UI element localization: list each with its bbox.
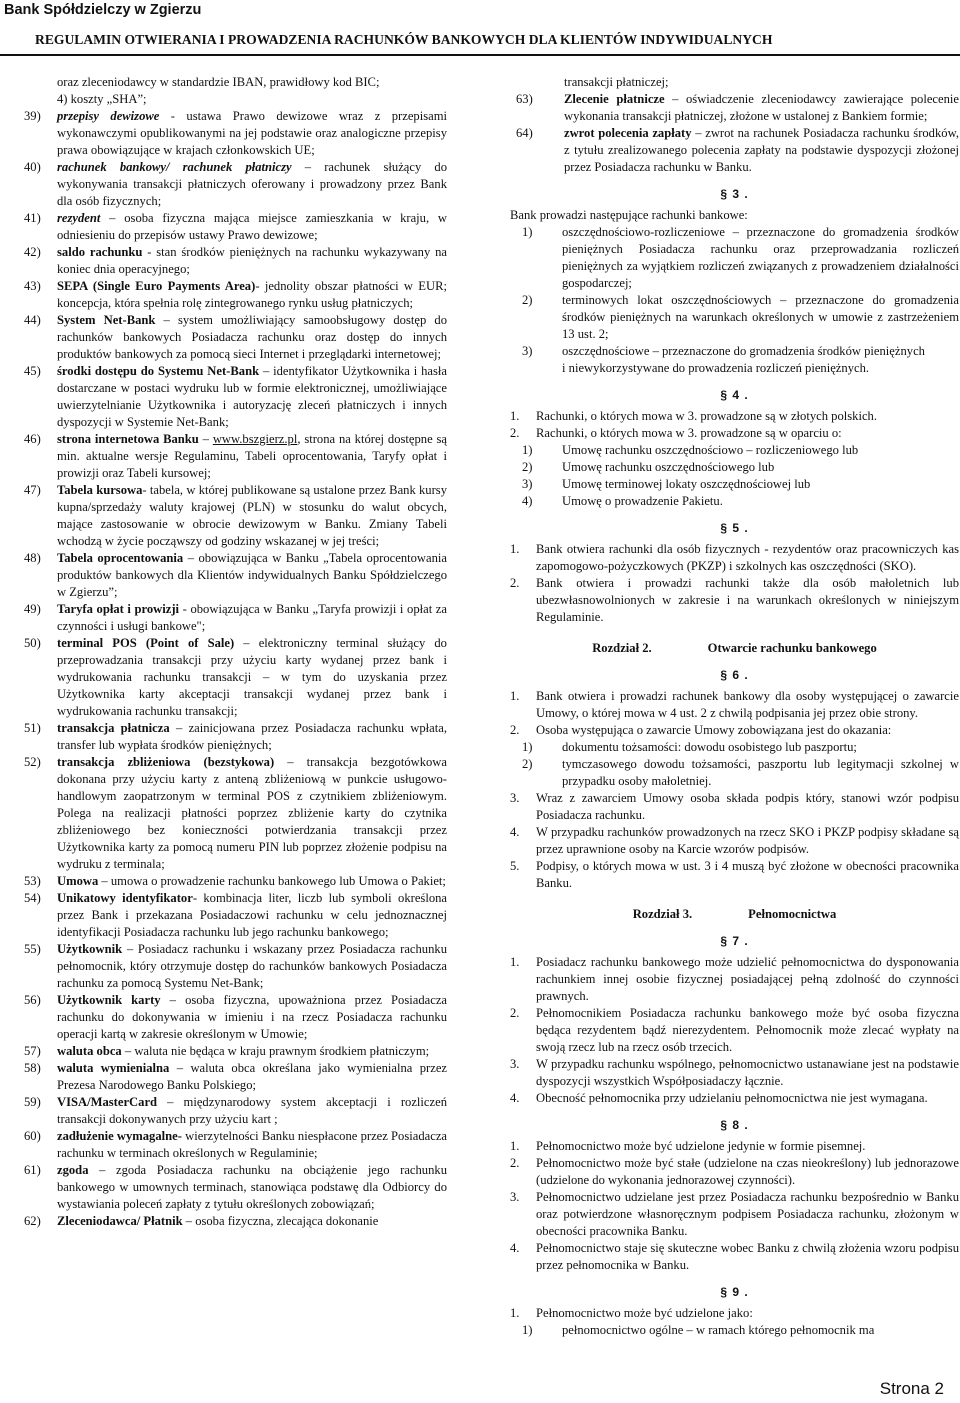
section-3-item-2 — [510, 292, 959, 343]
item-number: 63) — [516, 92, 533, 106]
item-number: 2. — [510, 1156, 520, 1170]
bank-website-link[interactable]: www.bszgierz.pl — [212, 432, 298, 446]
section-heading-5: § 5 . — [720, 521, 749, 535]
definition-term: środki dostępu do Systemu Net-Bank — [57, 364, 260, 378]
definition-text: , strona na której dostępne są min. aktualne wersje Regulaminu, Tabeli oprocentowania, Taryfy opłat i prowizji oraz Tabeli kursowej; — [57, 432, 448, 480]
definition-term: waluta wymienialna — [57, 1061, 170, 1075]
item-text: Pełnomocnictwo udzielane jest przez Posiadacza rachunku bezpośrednio w Banku oraz potwierdzone własnoręcznym podpisem Posiadacza rachunku, złożonym w obecności pracownika Banku. — [536, 1190, 959, 1238]
section-4-subitem-4 — [510, 493, 959, 510]
section-3-intro: Bank prowadzi następujące rachunki bankowe: — [510, 208, 748, 222]
definition-64 — [510, 125, 959, 176]
definition-50 — [24, 635, 447, 720]
item-number: 59) — [24, 1095, 41, 1109]
definition-43 — [24, 278, 447, 312]
definition-term: Tabela oprocentowania — [57, 551, 184, 565]
section-6-item-5 — [510, 858, 959, 892]
definition-term: zwrot polecenia zapłaty — [564, 126, 692, 140]
definition-term: zgoda — [57, 1163, 89, 1177]
item-text: Umowę o prowadzenie Pakietu. — [562, 494, 723, 508]
item-number: 5. — [510, 859, 520, 873]
section-6-subitem-2 — [510, 756, 959, 790]
definition-63 — [510, 91, 959, 125]
definition-text: – zwrot na rachunek Posiadacza rachunku środków, z tytułu zrealizowanego polecenia zapłaty na podstawie dyspozycji złożonej przez Posiadacza rachunku w Banku. — [564, 126, 959, 174]
item-text: pełnomocnictwo ogólne – w ramach którego pełnomocnik ma — [562, 1323, 875, 1337]
item-number: 3. — [510, 791, 520, 805]
definition-45 — [24, 363, 447, 431]
definition-term: Zlecenie płatnicze — [564, 92, 665, 106]
item-text: oszczędnościowe – przeznaczone do gromadzenia środków pieniężnych — [562, 344, 925, 358]
item-number: 1) — [522, 1323, 533, 1337]
section-6-item-4 — [510, 824, 959, 858]
definition-term: Użytkownik — [57, 942, 123, 956]
item-text: W przypadku rachunku wspólnego, pełnomocnictwo ustanawiane jest na podstawie dyspozycji wszystkich Współposiadaczy łącznie. — [536, 1057, 959, 1088]
item-number: 58) — [24, 1061, 41, 1075]
definition-text: - jednolity obszar płatności w EUR; koncepcja, która spełnia rolę zintegrowanego rynku usług płatniczych; — [57, 279, 447, 310]
section-heading-7: § 7 . — [720, 934, 749, 948]
section-heading-3: § 3 . — [720, 187, 749, 201]
definition-42 — [24, 244, 447, 278]
section-7-item-4 — [510, 1090, 959, 1107]
item-number: 42) — [24, 245, 41, 259]
item-number: 52) — [24, 755, 41, 769]
section-9-item-1 — [510, 1305, 959, 1322]
definition-term: zadłużenie wymagalne- — [57, 1129, 182, 1143]
definition-text: – zgoda Posiadacza rachunku na obciążenie jego rachunku bankowego w umownych terminach, stanowiąca podstawę dla Odbiorcy do wystawiania poleceń zapłaty z tytułu określonych zobowiązań; — [57, 1163, 447, 1211]
definition-56 — [24, 992, 447, 1043]
definition-text: – osoba fizyczna, upoważniona przez Posiadacza rachunku do dokonywania w imieniu i na rzecz Posiadacza rachunku operacji kartą w zakresie określonym w Umowie; — [57, 993, 447, 1041]
item-text: Pełnomocnictwo może być udzielone jedynie w formie pisemnej. — [536, 1139, 866, 1153]
definition-41 — [24, 210, 447, 244]
definition-text: – elektroniczny terminal służący do przeprowadzania transakcji przy użyciu karty wydanej przez bank i wydrukowania rachunku transakcji – w tym do uzyskania przez Użytkownika karty akceptacji transakcji wydanej przez bank i wydrukowania rachunku transakcji; — [57, 636, 447, 718]
section-heading-9: § 9 . — [720, 1285, 749, 1299]
definition-52 — [24, 754, 447, 873]
item-number: 2. — [510, 723, 520, 737]
item-text: Obecność pełnomocnika przy udzielaniu pełnomocnictwa nie jest wymagana. — [536, 1091, 928, 1105]
definition-47 — [24, 482, 447, 550]
definition-term: waluta obca — [57, 1044, 122, 1058]
definition-text: – system umożliwiający samoobsługowy dostęp do rachunków bankowych Posiadacza rachunku oraz dostęp do innych produktów bankowych za pomocą sieci Internet i przeglądarki internetowej; — [57, 313, 448, 361]
item-number: 4. — [510, 1241, 520, 1255]
definition-54 — [24, 890, 447, 941]
definition-text: – — [198, 432, 213, 446]
regulation-title: REGULAMIN OTWIERANIA I PROWADZENIA RACHUNKÓW BANKOWYCH DLA KLIENTÓW INDYWIDUALNYCH — [35, 32, 773, 47]
section-6-item-3 — [510, 790, 959, 824]
section-heading-6: § 6 . — [720, 668, 749, 682]
chapter-3-heading — [510, 906, 959, 923]
definition-term: Zleceniodawca/ Płatnik — [57, 1214, 183, 1228]
item-number: 56) — [24, 993, 41, 1007]
section-heading-4: § 4 . — [720, 388, 749, 402]
definition-40 — [24, 159, 447, 210]
chapter-number: Rozdział 3. — [632, 907, 693, 921]
item-number: 4. — [510, 825, 520, 839]
item-text: Posiadacz rachunku bankowego może udzielić pełnomocnictwa do dysponowania rachunkiem innej osobie fizycznej posiadającej pełną zdolność do czynności prawnych. — [536, 955, 959, 1003]
section-7-item-3 — [510, 1056, 959, 1090]
section-9-subitem-1 — [510, 1322, 959, 1339]
definition-term: strona internetowa Banku — [57, 432, 199, 446]
definition-term: saldo rachunku — [57, 245, 143, 259]
bank-name: Bank Spółdzielczy w Zgierzu — [4, 2, 202, 18]
definition-continuation: transakcji płatniczej; — [564, 75, 669, 89]
item-number: 49) — [24, 602, 41, 616]
definition-text: - kombinacja liter, liczb lub symboli określona przez Bank i przekazana Posiadaczowi rachunku w celu jednoznacznej identyfikacji Posiadacza rachunku lub jego rachunku bankowego; — [57, 891, 447, 939]
item-text: Pełnomocnictwo może być udzielone jako: — [536, 1306, 753, 1320]
definition-44 — [24, 312, 447, 363]
definition-term: przepisy dewizowe — [57, 109, 160, 123]
section-8-item-2 — [510, 1155, 959, 1189]
item-number: 62) — [24, 1214, 41, 1228]
item-number: 3) — [522, 477, 533, 491]
definition-text: – obowiązująca w Banku „Tabela oprocentowania produktów bankowych dla Klientów indywidualnych Banku Spółdzielczego w Zgierzu”; — [57, 551, 447, 599]
item-text: Wraz z zawarciem Umowy osoba składa podpis który, stanowi wzór podpisu Posiadacza rachunku. — [536, 791, 959, 822]
definition-text: - obowiązująca w Banku „Taryfa prowizji i opłat za czynności i usługi bankowe"; — [57, 602, 447, 633]
item-text: terminowych lokat oszczędnościowych – przeznaczone do gromadzenia środków pieniężnych na warunkach określonych w umowie z zastrzeżeniem 13 ust. 2; — [562, 293, 959, 341]
item-text: Bank otwiera i prowadzi rachunek bankowy dla osoby występującej o zawarcie Umowy, o której mowa w 4 ust. 2 z chwilą podpisania jej przez obie strony. — [536, 689, 959, 720]
definition-text: – osoba fizyczna mająca miejsce zamieszkania w kraju, w odniesieniu do przepisów ustawy Prawo dewizowe; — [57, 211, 447, 242]
item-number: 2) — [522, 757, 533, 771]
definition-text: - stan środków pieniężnych na rachunku wykazywany na koniec dnia operacyjnego; — [57, 245, 447, 276]
item-number: 39) — [24, 109, 41, 123]
definition-continuation: 4) koszty „SHA”; — [57, 92, 147, 106]
section-8-item-4 — [510, 1240, 959, 1274]
item-text: Bank otwiera i prowadzi rachunki także dla osób małoletnich lub ubezwłasnowolnionych w zakresie i na warunkach określonych w niniejszym Regulaminie. — [536, 576, 959, 624]
page-header — [0, 0, 960, 62]
definition-text: – waluta nie będąca w kraju prawnym środkiem płatniczym; — [121, 1044, 430, 1058]
definition-term: Taryfa opłat i prowizji — [57, 602, 180, 616]
definition-57 — [24, 1043, 447, 1060]
definition-text: – międzynarodowy system akceptacji i rozliczeń transakcji dokonywanych przy użyciu kart ; — [57, 1095, 447, 1126]
item-number: 48) — [24, 551, 41, 565]
item-number: 2. — [510, 426, 520, 440]
definition-term: transakcja zbliżeniowa (bezstykowa) — [57, 755, 275, 769]
section-3-item-3 — [510, 343, 959, 360]
item-number: 1. — [510, 409, 520, 423]
section-4-item-2 — [510, 425, 959, 442]
item-number: 44) — [24, 313, 41, 327]
section-6-item-2 — [510, 722, 959, 739]
definition-61 — [24, 1162, 447, 1213]
definition-term: Użytkownik karty — [57, 993, 161, 1007]
section-3-item-1 — [510, 224, 959, 292]
item-text: Pełnomocnikiem Posiadacza rachunku bankowego może być osoba fizyczna będąca rezydentem bądź nierezydentem. Pełnomocnik może zlecać wypłaty na swoją rzecz lub na rzecz osób trzecich. — [536, 1006, 959, 1054]
item-number: 45) — [24, 364, 41, 378]
header-rule — [0, 54, 960, 56]
item-number: 4. — [510, 1091, 520, 1105]
definition-term: VISA/MasterCard — [57, 1095, 158, 1109]
item-text: Bank otwiera rachunki dla osób fizycznych - rezydentów oraz pracowniczych kas zapomogowo-pożyczkowych (PKZP) i szkolnych kas oszczędności (SKO). — [536, 542, 959, 573]
section-8-item-3 — [510, 1189, 959, 1240]
item-number: 54) — [24, 891, 41, 905]
item-number: 2) — [522, 460, 533, 474]
section-7-item-2 — [510, 1005, 959, 1056]
section-4-subitem-1 — [510, 442, 959, 459]
item-number: 1. — [510, 1306, 520, 1320]
item-text: tymczasowego dowodu tożsamości, paszportu lub legitymacji szkolnej w przypadku osoby małoletniej. — [562, 757, 959, 788]
item-number: 51) — [24, 721, 41, 735]
item-number: 1. — [510, 1139, 520, 1153]
definition-60 — [24, 1128, 447, 1162]
definition-continuation: oraz zleceniodawcy w standardzie IBAN, prawidłowy kod BIC; — [57, 75, 380, 89]
chapter-title: Pełnomocnictwa — [748, 907, 837, 921]
section-5-item-1 — [510, 541, 959, 575]
item-number: 3. — [510, 1057, 520, 1071]
definition-text: – umowa o prowadzenie rachunku bankowego lub Umowa o Pakiet; — [98, 874, 446, 888]
definition-term: Umowa — [57, 874, 99, 888]
item-number: 3. — [510, 1190, 520, 1204]
definition-51 — [24, 720, 447, 754]
chapter-2-heading — [510, 640, 959, 657]
definition-text: - ustawa Prawo dewizowe wraz z przepisami wykonawczymi opublikowanymi na jej podstawie oraz analogiczne przepisy prawa obowiązujące w krajach członkowskich UE; — [57, 109, 447, 157]
item-number: 40) — [24, 160, 41, 174]
item-number: 43) — [24, 279, 41, 293]
item-number: 3) — [522, 344, 533, 358]
definition-46 — [24, 431, 447, 482]
definition-term: rezydent — [57, 211, 101, 225]
item-number: 1. — [510, 955, 520, 969]
definition-text: – transakcja bezgotówkowa dokonana przy użyciu karty z anteną zbliżeniową w punkcie usługowo-handlowym zaopatrzonym w terminal POS z czytnikiem zbliżeniowym. Polega na realizacji płatności poprzez zbliżenie karty do czytnika zbliżeniowego bez konieczności potwierdzania transakcji przez Użytkownika karty za pomocą numeru PIN lub poprzez złożenie podpisu na wydruku z terminala; — [57, 755, 447, 871]
definition-term: transakcja płatnicza — [57, 721, 170, 735]
definition-text: – waluta obca określana jako wymienialna przez Prezesa Narodowego Banku Polskiego; — [57, 1061, 448, 1092]
definition-term: rachunek bankowy/ rachunek płatniczy — [57, 160, 292, 174]
definition-53 — [24, 873, 447, 890]
item-text: Pełnomocnictwo staje się skuteczne wobec Banku z chwilą złożenia wzoru podpisu przez pełnomocnika w Banku. — [536, 1241, 959, 1272]
item-text: oszczędnościowo-rozliczeniowe – przeznaczone do gromadzenia środków pieniężnych Posiadacza rachunku oraz przeprowadzania rozliczeń pieniężnych za wyjątkiem rozliczeń związanych z prowadzeniem działalności gospodarczej; — [562, 225, 959, 290]
item-number: 53) — [24, 874, 41, 888]
item-text: Rachunki, o których mowa w 3. prowadzone są w oparciu o: — [536, 426, 842, 440]
item-number: 2. — [510, 1006, 520, 1020]
definition-text: – Posiadacz rachunku i wskazany przez Posiadacza rachunku pełnomocnik, który otrzymuje dostęp do rachunków bankowych Posiadacza rachunku za pomocą Systemu Net-Bank; — [57, 942, 447, 990]
section-6-subitem-1 — [510, 739, 959, 756]
item-text: Rachunki, o których mowa w 3. prowadzone są w złotych polskich. — [536, 409, 878, 423]
definition-text: wierzytelności Banku niespłacone przez Posiadacza rachunku w terminach określonych w Regulaminie; — [57, 1129, 448, 1160]
definition-term: Tabela kursowa — [57, 483, 143, 497]
definition-62 — [24, 1213, 447, 1230]
item-number: 1) — [522, 740, 533, 754]
section-3-item-3-cont: i niewykorzystywane do prowadzenia rozliczeń pieniężnych. — [562, 361, 870, 375]
item-number: 57) — [24, 1044, 41, 1058]
left-column — [24, 74, 447, 1230]
definition-55 — [24, 941, 447, 992]
section-5-item-2 — [510, 575, 959, 626]
definition-39 — [24, 108, 447, 159]
item-text: dokumentu tożsamości: dowodu osobistego lub paszportu; — [562, 740, 857, 754]
section-6-item-1 — [510, 688, 959, 722]
definition-text: – zainicjowana przez Posiadacza rachunku wpłata, transfer lub wypłata środków pieniężnych; — [57, 721, 447, 752]
page-number: Strona 2 — [879, 1379, 944, 1398]
item-text: Osoba występująca o zawarcie Umowy zobowiązana jest do okazania: — [536, 723, 892, 737]
item-number: 61) — [24, 1163, 41, 1177]
chapter-title: Otwarcie rachunku bankowego — [707, 641, 877, 655]
item-number: 41) — [24, 211, 41, 225]
item-number: 2. — [510, 576, 520, 590]
item-number: 1. — [510, 689, 520, 703]
definition-58 — [24, 1060, 447, 1094]
chapter-number: Rozdział 2. — [592, 641, 652, 655]
item-number: 1) — [522, 443, 533, 457]
definition-text: - tabela, w której publikowane są ustalone przez Bank kursy kupna/sprzedaży waluty krajowej (PLN) w stosunku do walut obcych, mające zastosowanie w obrocie dewizowym w Banku. Zmiany Tabeli wchodzą w życie począwszy od godziny wskazanej w jej treści; — [57, 483, 447, 548]
definition-text: – oświadczenie zleceniodawcy zawierające polecenie wykonania transakcji płatniczej, złożone w ustalonej z Bankiem formie; — [564, 92, 959, 123]
section-4-subitem-3 — [510, 476, 959, 493]
definition-text: – osoba fizyczna, zlecająca dokonanie — [182, 1214, 379, 1228]
item-number: 46) — [24, 432, 41, 446]
definition-term: terminal POS (Point of Sale) — [57, 636, 235, 650]
definition-term: SEPA (Single Euro Payments Area) — [57, 279, 256, 293]
definition-59 — [24, 1094, 447, 1128]
right-column — [510, 74, 959, 1339]
item-text: Umowę rachunku oszczędnościowo – rozliczeniowego lub — [562, 443, 859, 457]
definition-48 — [24, 550, 447, 601]
item-text: Umowę terminowej lokaty oszczędnościowej lub — [562, 477, 811, 491]
item-number: 47) — [24, 483, 41, 497]
definition-49 — [24, 601, 447, 635]
item-text: W przypadku rachunków prowadzonych na rzecz SKO i PKZP podpisy składane są przez uprawnione osoby na Karcie wzorów podpisów. — [536, 825, 959, 856]
definition-text: – rachunek służący do wykonywania transakcji płatniczych oferowany i prowadzony przez Bank dla osób fizycznych; — [57, 160, 447, 208]
definition-term: System Net-Bank — [57, 313, 156, 327]
section-4-item-1 — [510, 408, 959, 425]
item-number: 2) — [522, 293, 533, 307]
section-4-subitem-2 — [510, 459, 959, 476]
item-number: 64) — [516, 126, 533, 140]
section-7-item-1 — [510, 954, 959, 1005]
definition-text: – identyfikator Użytkownika i hasła dostarczane w postaci wydruku lub w formie elektronicznej, umożliwiające uwierzytelnianie Użytkownika i autoryzację zleceń płatniczych i innych dyspozycji w Systemie Net-Bank; — [57, 364, 447, 429]
item-number: 1) — [522, 225, 533, 239]
item-number: 55) — [24, 942, 41, 956]
item-text: Pełnomocnictwo może być stałe (udzielone na czas nieokreślony) lub jednorazowe (udzielone do wykonania jednorazowej czynności). — [536, 1156, 959, 1187]
item-number: 50) — [24, 636, 41, 650]
item-number: 4) — [522, 494, 533, 508]
item-number: 60) — [24, 1129, 41, 1143]
section-heading-8: § 8 . — [720, 1118, 749, 1132]
item-text: Umowę rachunku oszczędnościowego lub — [562, 460, 775, 474]
item-number: 1. — [510, 542, 520, 556]
definition-term: Unikatowy identyfikator — [57, 891, 193, 905]
item-text: Podpisy, o których mowa w ust. 3 i 4 muszą być złożone w obecności pracownika Banku. — [536, 859, 959, 890]
section-8-item-1 — [510, 1138, 959, 1155]
